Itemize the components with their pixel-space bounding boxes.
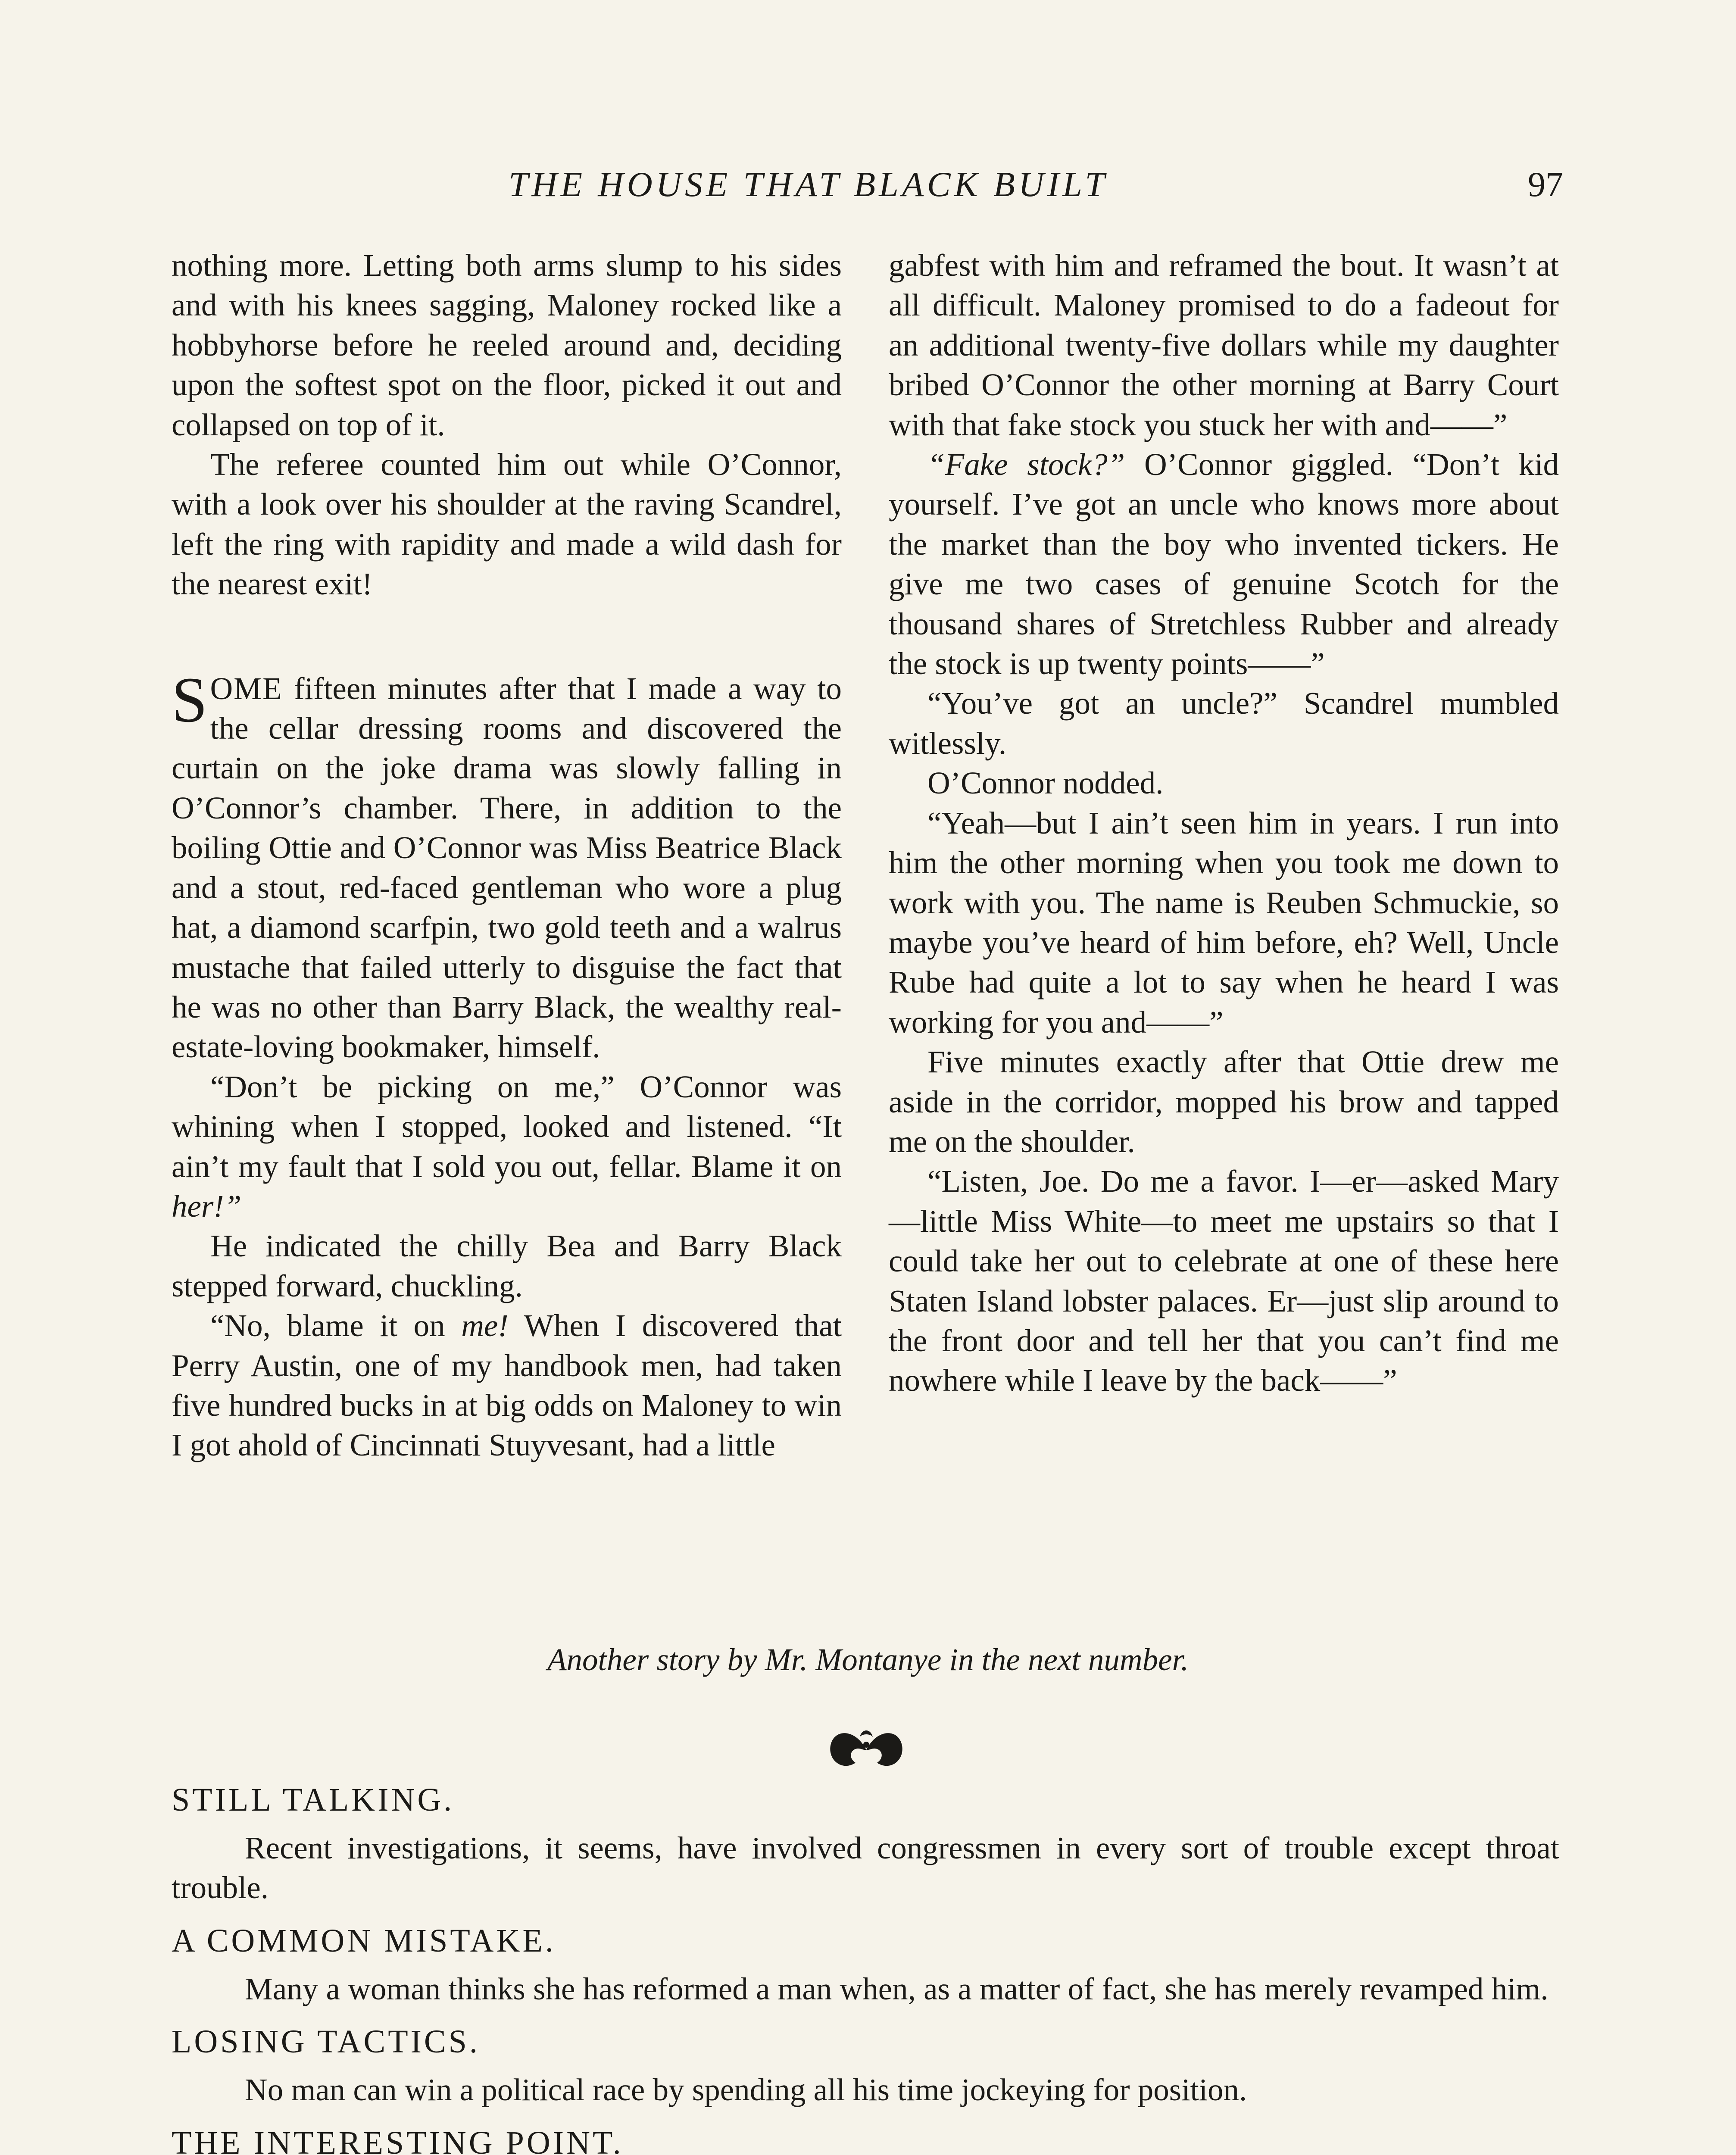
paragraph: “You’ve got an uncle?” Scandrel mumbled witlessly. — [889, 686, 1559, 761]
squib-body: Many a woman thinks she has reformed a man when, as a matter of fact, she has merely revamped him. — [245, 1971, 1549, 2006]
paragraph: O’Connor nodded. — [927, 765, 1164, 801]
paragraph: He indicated the chilly Bea and Barry Black stepped forward, chuckling. — [172, 1228, 842, 1303]
paragraph-text: When I discovered that Perry Austin, one of my handbook men, had taken five hundred bucks in at big odds on Maloney to win I got ahold of Cincinnati Stuyvesant, had a little — [172, 1308, 842, 1463]
paragraph-text: fifteen minutes after that I made a way to the cellar dressing rooms and discovered the curtain on the joke drama was slowly falling in O’Connor’s chamber. There, in addition to the boiling Ottie and O’Connor was Miss Beatrice Black and a stout, red-faced gentleman who wore a plug hat, a diamond scarfpin, two gold teeth and a walrus mustache that failed utterly to disguise the fact that he was no other than Barry Black, the wealthy real-estate-loving bookmaker, himself. — [172, 671, 842, 1065]
running-title: THE HOUSE THAT BLACK BUILT — [509, 165, 1108, 204]
paragraph-text: “Don’t be picking on me,” O’Connor was whining when I stopped, looked and listened. “It ain’t my fault that I sold you out, fellar. Blame it on — [172, 1069, 842, 1184]
squib — [172, 2022, 1559, 2110]
paragraph: nothing more. Letting both arms slump to his sides and with his knees sagging, Maloney rocked like a hobbyhorse before he reeled around and, deciding upon the softest spot on the floor, picked it out and collapsed on top of it. — [172, 248, 842, 442]
squib-title: STILL TALKING. — [172, 1782, 455, 1818]
decorative-fleuron-icon — [825, 1720, 907, 1776]
squib — [172, 1921, 1559, 2009]
squib-title: A COMMON MISTAKE. — [172, 1922, 556, 1959]
squib — [172, 2123, 1559, 2155]
paragraph: The referee counted him out while O’Connor, with a look over his shoulder at the raving Scandrel, left the ring with rapidity and made a wild dash for the nearest exit! — [172, 447, 842, 602]
paragraph — [172, 1306, 842, 1465]
right-column — [889, 246, 1559, 1401]
squib — [172, 1780, 1559, 1908]
paragraph: “Listen, Joe. Do me a favor. I—er—asked Mary—little Miss White—to meet me upstairs so that I could take her out to celebrate at one of these here Staten Island lobster palaces. Er—just slip around to the front door and tell her that you can’t find me nowhere while I leave by the back——” — [889, 1164, 1559, 1398]
section-opening-paragraph — [172, 664, 842, 1067]
drop-cap: S — [172, 664, 208, 736]
squibs-section — [172, 1780, 1559, 2155]
emphasis: “Fake stock?” — [927, 447, 1125, 482]
paragraph — [172, 1067, 842, 1227]
paragraph-text: O’Connor giggled. “Don’t kid yourself. I’ve got an uncle who knows more about the market than the boy who invented tickers. He give me two cases of genuine Scotch for the thousand shares of Stretchless Rubber and already the stock is up twenty points——” — [889, 447, 1559, 681]
paragraph: Five minutes exactly after that Ottie drew me aside in the corridor, mopped his brow and tapped me on the shoulder. — [889, 1044, 1559, 1159]
squib-title: THE INTERESTING POINT. — [172, 2124, 624, 2155]
small-caps-lead: OME — [210, 671, 283, 706]
paragraph-text: “No, blame it on — [210, 1308, 462, 1343]
emphasis: her!” — [172, 1188, 242, 1224]
paragraph — [889, 445, 1559, 684]
left-column — [172, 246, 842, 1465]
squib-body: No man can win a political race by spending all his time jockeying for position. — [245, 2072, 1247, 2108]
squib-body: Recent investigations, it seems, have involved congressmen in every sort of trouble except throat trouble. — [172, 1830, 1559, 1905]
paragraph: gabfest with him and reframed the bout. It wasn’t at all difficult. Maloney promised to do a fadeout for an additional twenty-five dollars while my daughter bribed O’Connor the other morning at Barry Court with that fake stock you stuck her with and——” — [889, 248, 1559, 442]
page-number: 97 — [1528, 165, 1563, 204]
emphasis: me! — [461, 1308, 509, 1343]
paragraph: “Yeah—but I ain’t seen him in years. I run into him the other morning when you took me down to work with you. The name is Reuben Schmuckie, so maybe you’ve heard of him before, eh? Well, Uncle Rube had quite a lot to say when he heard I was working for you and——” — [889, 805, 1559, 1040]
story-credit: Another story by Mr. Montanye in the next number. — [547, 1642, 1189, 1677]
squib-title: LOSING TACTICS. — [172, 2024, 480, 2060]
